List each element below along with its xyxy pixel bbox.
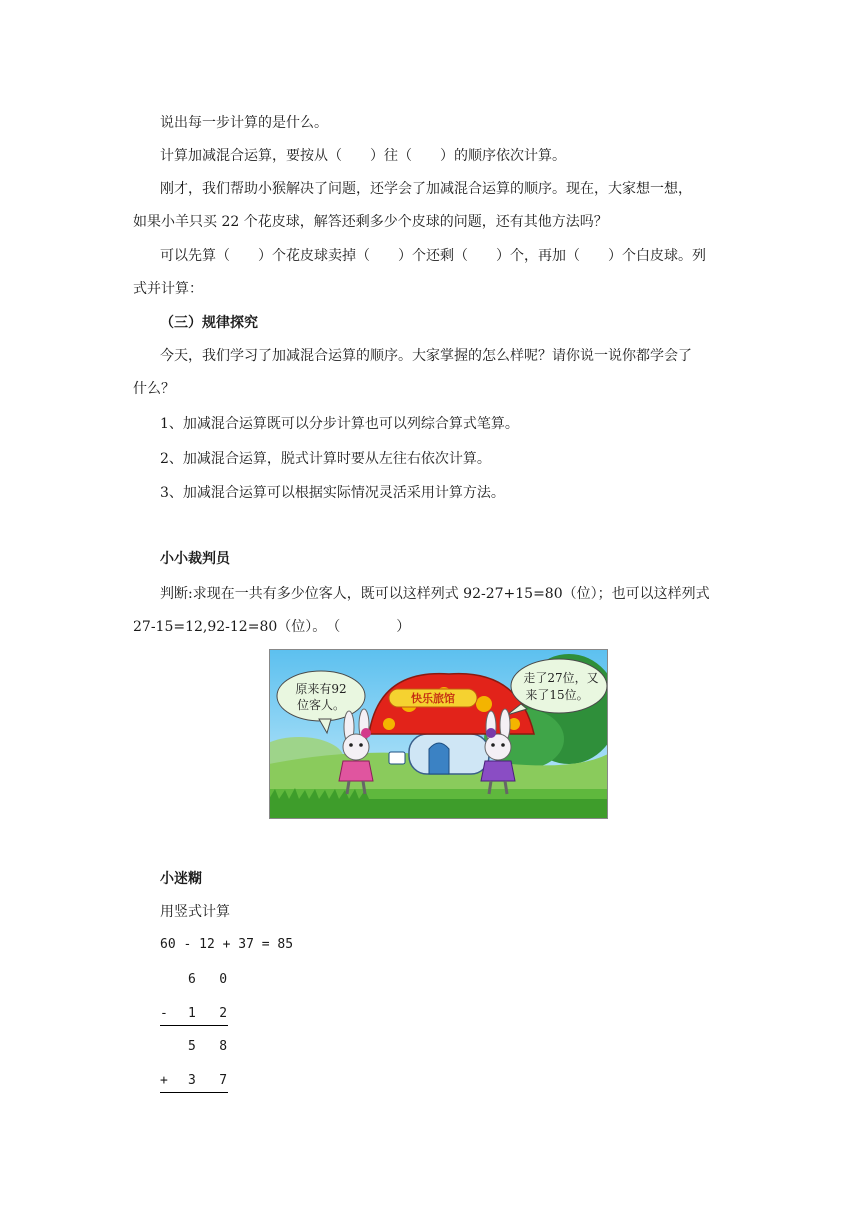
paragraph-other-method-a: 刚才，我们帮助小猴解决了问题，还学会了加减混合运算的顺序。现在，大家想一想，	[160, 181, 692, 197]
digits: 3 7	[188, 1073, 228, 1088]
speech-bubble-right-line1: 走了27位，又	[523, 671, 599, 685]
vertical-calc-row	[160, 1037, 227, 1057]
judge-question-b: 27-15=12,92-12=80（位）。 （ ）	[133, 619, 411, 635]
roof-dot	[383, 718, 395, 730]
operator: +	[160, 1073, 168, 1088]
hotel-sign-text: 快乐旅馆	[411, 692, 455, 705]
paragraph-summary-a: 今天，我们学习了加减混合运算的顺序。大家掌握的怎么样呢？请你说一说你都学会了	[160, 348, 692, 364]
paragraph-summary-b: 什么？	[133, 381, 175, 397]
speech-bubble-left-line1: 原来有92	[295, 682, 347, 696]
vertical-calc-row	[160, 1004, 228, 1026]
paragraph-order-blank: 计算加减混合运算，要按从（ ）往（ ）的顺序依次计算。	[160, 148, 566, 164]
rule-item: 3、加减混合运算可以根据实际情况灵活采用计算方法。	[160, 485, 505, 501]
speech-bubble-right-line2: 来了15位。	[525, 688, 589, 702]
operator: -	[160, 1006, 168, 1021]
digits: 1 2	[188, 1006, 228, 1021]
judge-question-a: 判断:求现在一共有多少位客人，既可以这样列式 92-27+15=80（位）；也可以这样列式	[160, 586, 710, 602]
paragraph-step-meaning: 说出每一步计算的是什么。	[160, 115, 328, 131]
digits: 6 0	[188, 972, 228, 987]
mistake-equation: 60 - 12 + 37 = 85	[160, 937, 294, 952]
rabbits-hotel-illustration	[269, 649, 608, 819]
section-heading-mistake: 小迷糊	[160, 871, 202, 887]
instruction-vertical-calc: 用竖式计算	[160, 904, 230, 920]
digits: 5 8	[188, 1039, 228, 1054]
house-window	[389, 752, 405, 764]
paragraph-other-method-b: 如果小羊只买 22 个花皮球，解答还剩多少个皮球的问题，还有其他方法吗？	[133, 214, 608, 230]
speech-bubble-left-line2: 位客人。	[296, 698, 346, 712]
vertical-calc-row	[160, 970, 227, 990]
vertical-calc-row	[160, 1071, 228, 1093]
house-door	[429, 743, 449, 774]
paragraph-fill-blanks-a: 可以先算（ ）个花皮球卖掉（ ）个还剩（ ）个，再加（ ）个白皮球。列	[160, 248, 706, 264]
speech-bubble-right	[511, 659, 607, 713]
rule-item: 1、加减混合运算既可以分步计算也可以列综合算式笔算。	[160, 416, 519, 432]
section-heading-rules: （三）规律探究	[160, 315, 258, 331]
roof-dot	[476, 696, 492, 712]
rule-item: 2、加减混合运算，脱式计算时要从左往右依次计算。	[160, 451, 491, 467]
section-heading-judge: 小小裁判员	[160, 551, 230, 567]
paragraph-fill-blanks-b: 式并计算：	[133, 281, 203, 297]
